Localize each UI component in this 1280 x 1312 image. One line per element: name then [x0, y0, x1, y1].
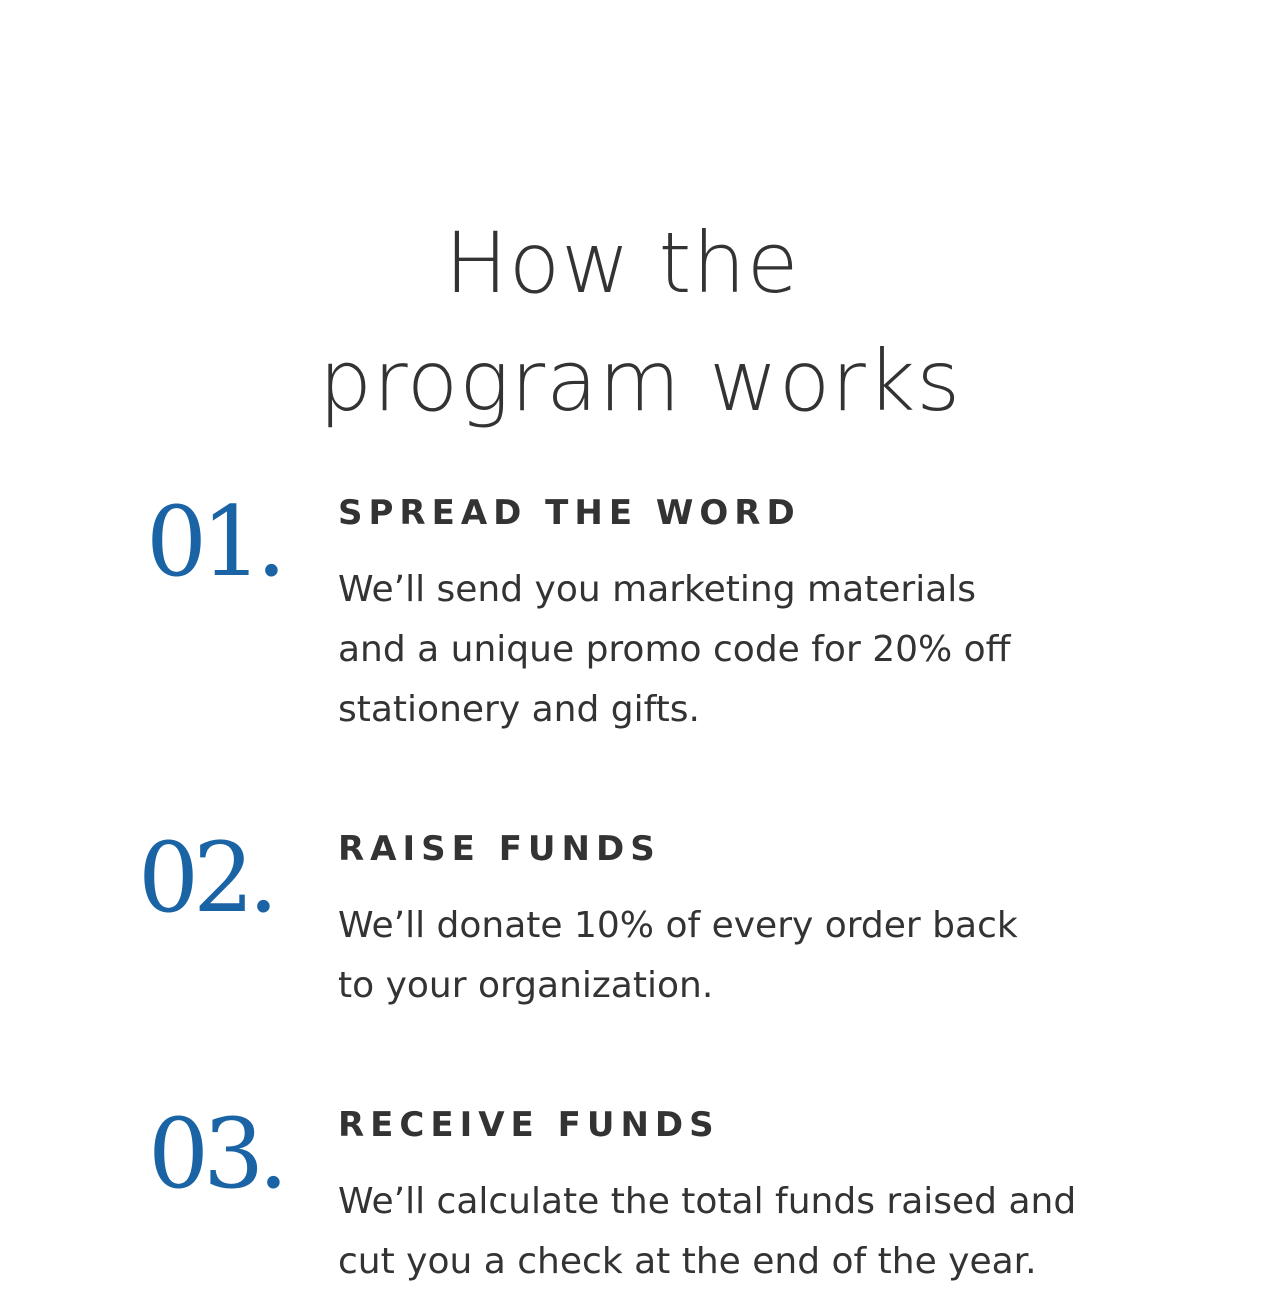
- step-description: We’ll donate 10% of every order back to your organization.: [338, 905, 1018, 1006]
- step-number: 03.: [148, 1098, 283, 1210]
- step-heading: RAISE FUNDS: [338, 829, 661, 869]
- page-title: [0, 204, 1280, 440]
- step-heading: SPREAD THE WORD: [338, 493, 801, 533]
- page-title-line-2: program works: [318, 332, 962, 431]
- step-description: We’ll calculate the total funds raised and cut you a check at the end of the year.: [338, 1181, 1077, 1282]
- page-title-line-1: How the: [444, 214, 800, 313]
- step-number: 02.: [138, 822, 273, 934]
- step-description: We’ll send you marketing materials and a unique promo code for 20% off stationery and gifts.: [338, 569, 1011, 730]
- step-heading: RECEIVE FUNDS: [338, 1105, 720, 1145]
- step-number: 01.: [146, 486, 281, 598]
